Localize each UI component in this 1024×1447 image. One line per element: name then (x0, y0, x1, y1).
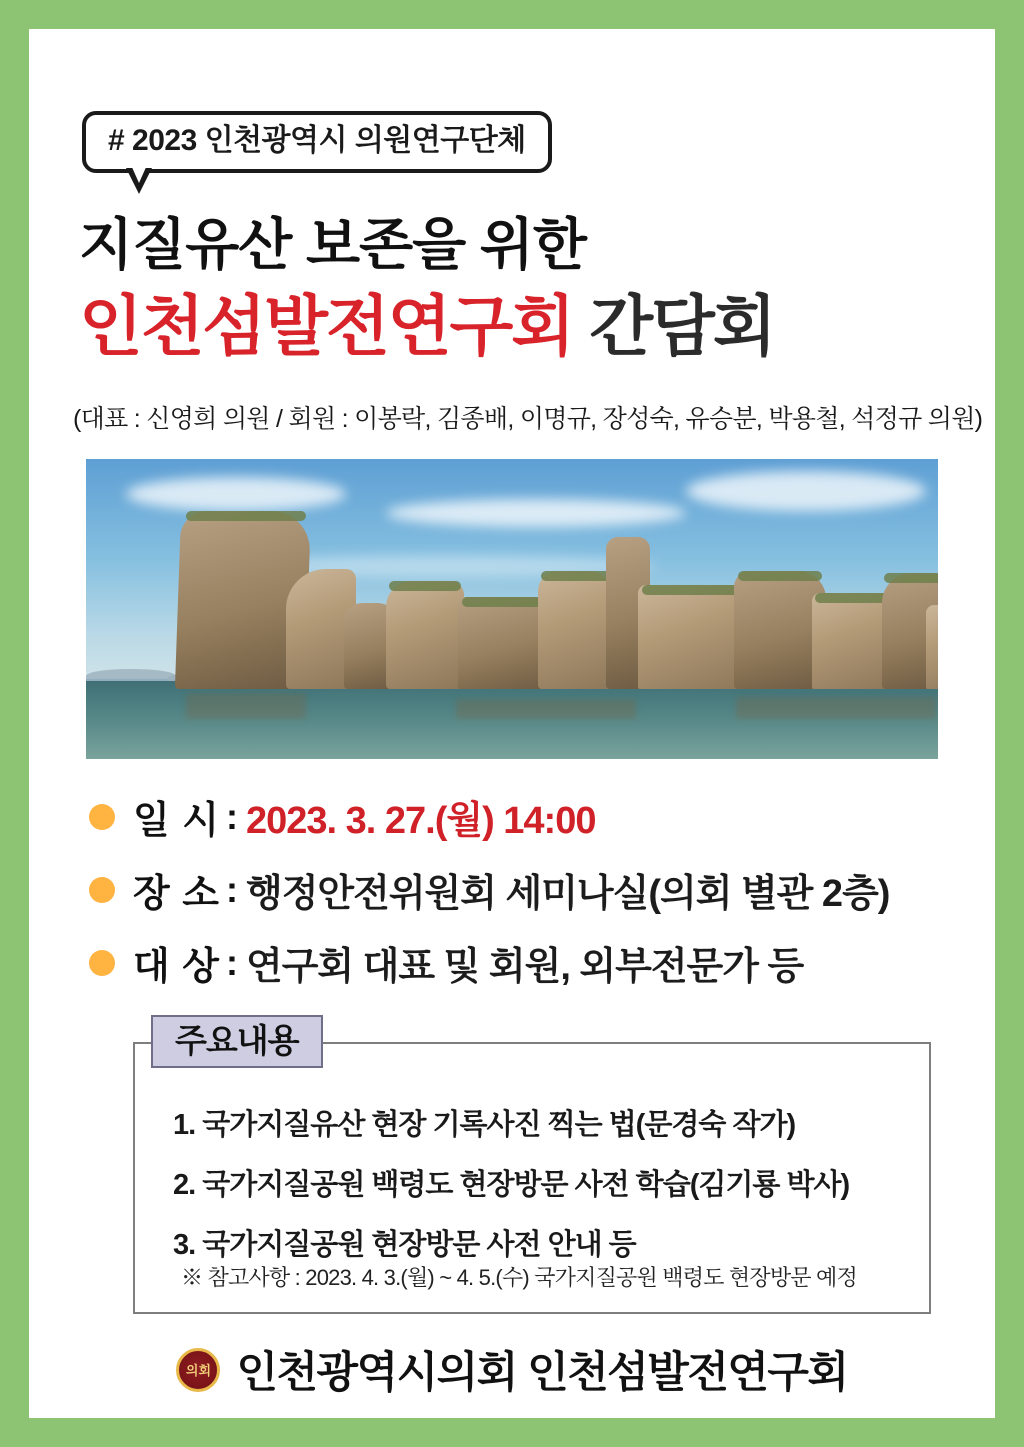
rock-formation (926, 605, 938, 689)
info-separator: : (225, 795, 238, 837)
rock-vegetation (884, 573, 938, 583)
bullet-dot-icon (89, 877, 115, 903)
info-separator: : (225, 868, 238, 910)
content-item: 2. 국가지질공원 백령도 현장방문 사전 학습(김기룡 박사) (173, 1169, 850, 1201)
info-row-date (89, 789, 949, 844)
bullet-dot-icon (89, 804, 115, 830)
organization-name: 인천광역시의회 인천섬발전연구회 (236, 1349, 848, 1397)
info-row-place (89, 862, 949, 917)
info-value-audience: 연구회 대표 및 회원, 외부전문가 등 (245, 946, 804, 988)
water-reflection (456, 699, 636, 719)
water-reflection (186, 693, 306, 719)
reference-note: ※ 참고사항 : 2023. 4. 3.(월) ~ 4. 5.(수) 국가지질공원 백령도 현장방문 예정 (181, 1265, 857, 1290)
info-label: 장 소 (133, 873, 220, 915)
rock-vegetation (186, 511, 306, 521)
bubble-tail-inner (131, 165, 147, 183)
rock-vegetation (462, 597, 550, 607)
info-value-date: 2023. 3. 27.(월) 14:00 (245, 800, 596, 842)
members-line: (대표 : 신영희 의원 / 회원 : 이봉락, 김종배, 이명규, 장성숙, 유승분, 박용철, 석정규 의원) (73, 405, 983, 433)
headline-line-2 (79, 289, 775, 363)
rock-vegetation (642, 585, 743, 595)
rock-vegetation (541, 571, 611, 581)
coastal-rocks-photo (86, 459, 938, 759)
water-reflection (736, 697, 936, 719)
hashtag-bubble (82, 111, 552, 173)
rock-vegetation (389, 581, 461, 591)
info-value-place: 행정안전위원회 세미나실(의회 별관 2층) (245, 873, 890, 915)
cloud-shape (686, 471, 926, 511)
headline-event-type: 간담회 (589, 289, 775, 363)
rock-formation (386, 581, 464, 689)
cloud-shape (386, 499, 686, 527)
info-label: 일 시 (133, 800, 220, 842)
rock-formation (638, 585, 748, 689)
footer (29, 1339, 995, 1400)
hashtag-label: # 2023 인천광역시 의원연구단체 (82, 111, 552, 173)
info-separator: : (225, 941, 238, 983)
poster-canvas (29, 29, 995, 1418)
bullet-dot-icon (89, 950, 115, 976)
content-item: 3. 국가지질공원 현장방문 사전 안내 등 (173, 1229, 636, 1261)
event-info-list (89, 789, 949, 1008)
main-content-list (173, 1102, 913, 1282)
info-row-audience (89, 935, 949, 990)
rock-formation (538, 571, 614, 689)
info-label: 대 상 (133, 946, 220, 988)
headline-org-name: 인천섬발전연구회 (79, 289, 574, 363)
headline-line-1: 지질유산 보존을 위한 (79, 213, 586, 276)
content-item: 1. 국가지질유산 현장 기록사진 찍는 법(문경숙 작가) (173, 1109, 796, 1141)
rock-vegetation (738, 571, 823, 581)
cloud-shape (126, 477, 346, 511)
council-emblem-icon: 의회 (176, 1348, 220, 1392)
main-content-title: 주요내용 (151, 1015, 323, 1068)
